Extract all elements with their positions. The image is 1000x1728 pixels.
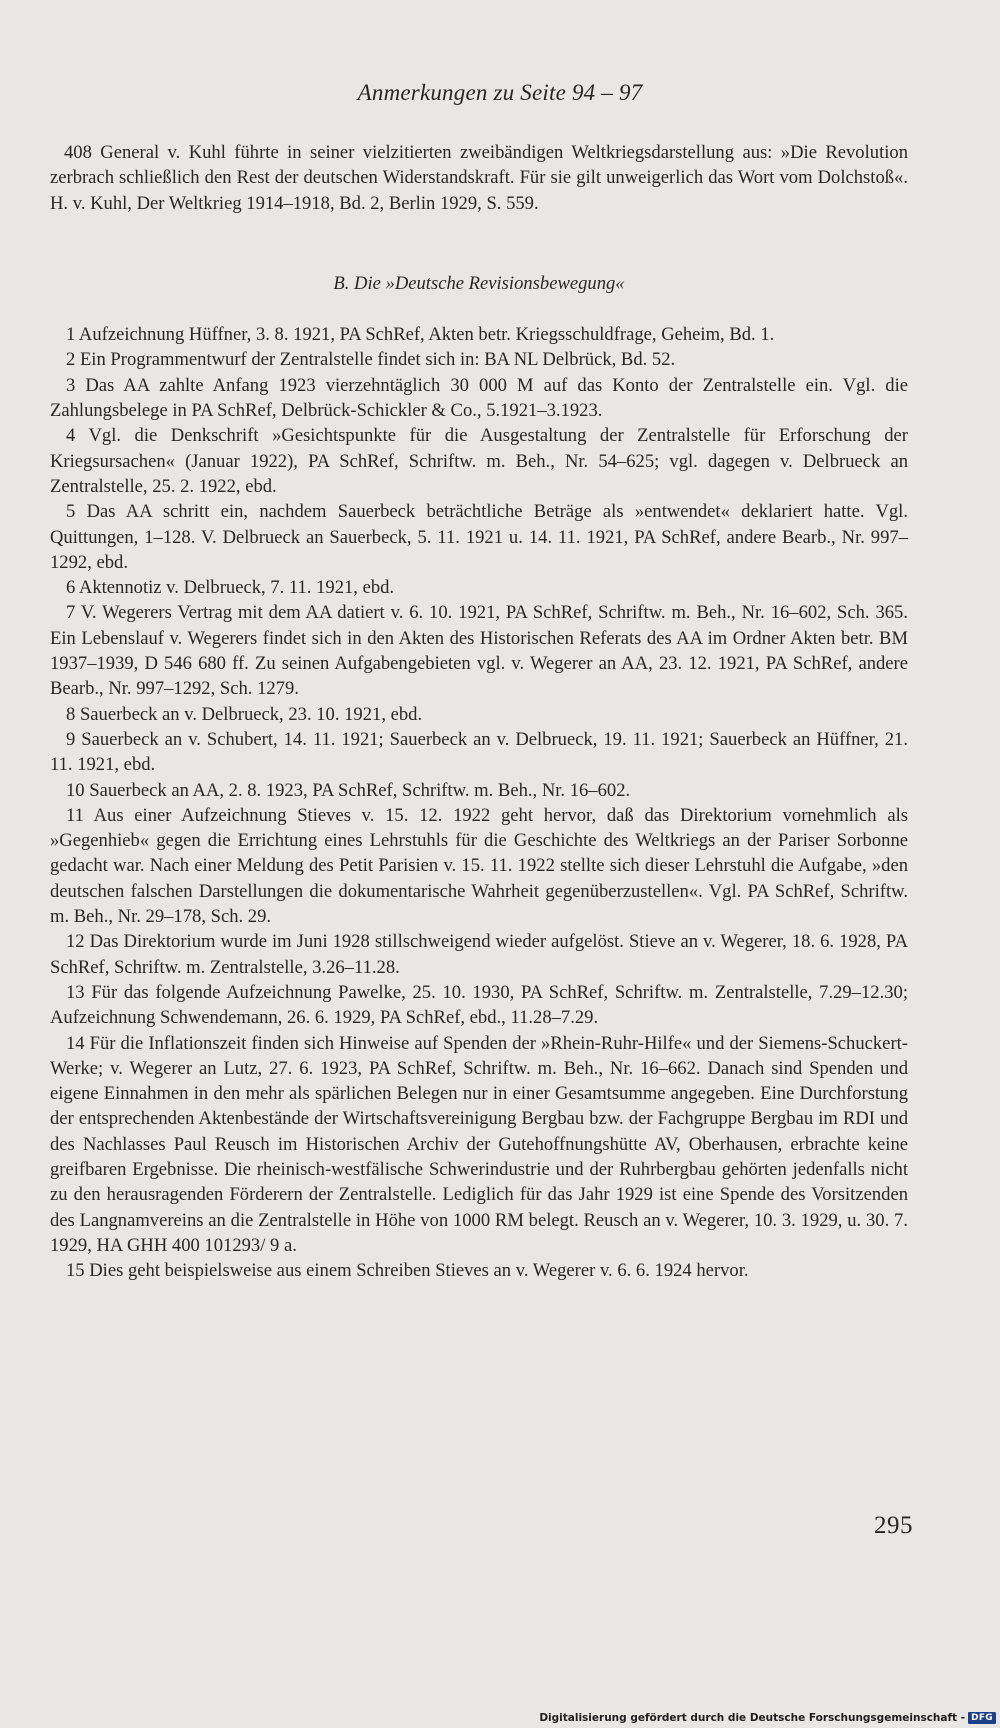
digitization-credit [539, 1712, 996, 1724]
note-12: 12 Das Direktorium wurde im Juni 1928 stillschweigend wieder aufgelöst. Stieve an v. Wegerer, 18. 6. 1928, PA SchRef, Schriftw. m. Zentralstelle, 3.26–11.28. [50, 931, 908, 978]
running-title: Anmerkungen zu Seite 94 – 97 [357, 80, 643, 105]
page-number: 295 [874, 1512, 913, 1539]
note-11: 11 Aus einer Aufzeichnung Stieves v. 15. 12. 1922 geht hervor, daß das Direktorium vornehmlich als »Gegenhieb« gegen die Errichtung eines Lehrstuhls für die Geschichte des Weltkriegs an der Pariser Sorbonne gedacht war. Nach einer Meldung des Petit Parisien v. 15. 11. 1922 stellte sich dieser Lehrstuhl die Aufgabe, »den deutschen falschen Darstellungen die dokumentarische Wahrheit gegenüberzustellen«. Vgl. PA SchRef, Schriftw. m. Beh., Nr. 29–178, Sch. 29. [50, 804, 908, 928]
note-15: 15 Dies geht beispielsweise aus einem Schreiben Stieves an v. Wegerer v. 6. 6. 1924 hervor. [66, 1260, 749, 1282]
note-2: 2 Ein Programmentwurf der Zentralstelle findet sich in: BA NL Delbrück, Bd. 52. [66, 349, 676, 371]
notes-text-block [50, 140, 908, 1283]
note-3: 3 Das AA zahlte Anfang 1923 vierzehntäglich 30 000 M auf das Konto der Zentralstelle ein. Vgl. die Zahlungsbelege in PA SchRef, Delbrück-Schickler & Co., 5.1921–3.1923. [50, 374, 908, 422]
section-heading: B. Die »Deutsche Revisionsbewegung« [333, 272, 625, 294]
note-14: 14 Für die Inflationszeit finden sich Hinweise auf Spenden der »Rhein-Ruhr-Hilfe« und der Siemens-Schuckert-Werke; v. Wegerer an Lutz, 27. 6. 1923, PA SchRef, Schriftw. m. Beh., Nr. 16–662. Danach sind Spenden und eigene Einnahmen in den mehr als spärlichen Belegen nur in einer Gesamtsumme angegeben. Eine Durchforstung der entsprechenden Aktenbestände der Wirtschaftsvereinigung Bergbau bzw. der Fachgruppe Bergbau im RDI und des Nachlasses Paul Reusch im Historischen Archiv der Gutehoffnungshütte AV, Oberhausen, erbrachte keine greifbaren Ergebnisse. Die rheinisch-westfälische Schwerindustrie und der Ruhrbergbau gehörten jedenfalls nicht zu den herausragenden Förderern der Zentralstelle. Lediglich für das Jahr 1929 ist eine Spende des Vorsitzenden des Langnamvereins an die Zentralstelle in Höhe von 1000 RM belegt. Reusch an v. Wegerer, 10. 3. 1929, u. 30. 7. 1929, HA GHH 400 101293/ 9 a. [50, 1032, 908, 1256]
note-4: 4 Vgl. die Denkschrift »Gesichtspunkte für die Ausgestaltung der Zentralstelle für Erforschung der Kriegsursachen« (Januar 1922), PA SchRef, Schriftw. m. Beh., Nr. 54–625; vgl. dagegen v. Delbrueck an Zentralstelle, 25. 2. 1922, ebd. [50, 425, 908, 497]
note-6: 6 Aktennotiz v. Delbrueck, 7. 11. 1921, ebd. [66, 577, 395, 599]
note-5: 5 Das AA schritt ein, nachdem Sauerbeck beträchtliche Beträge als »entwendet« deklariert hatte. Vgl. Quittungen, 1–128. V. Delbrueck an Sauerbeck, 5. 11. 1921 u. 14. 11. 1921, PA SchRef, andere Bearb., Nr. 997–1292, ebd. [50, 501, 908, 573]
note-10: 10 Sauerbeck an AA, 2. 8. 1923, PA SchRef, Schriftw. m. Beh., Nr. 16–602. [66, 779, 631, 801]
note-9: 9 Sauerbeck an v. Schubert, 14. 11. 1921; Sauerbeck an v. Delbrueck, 19. 11. 1921; Sauerbeck an Hüffner, 21. 11. 1921, ebd. [50, 728, 908, 776]
note-8: 8 Sauerbeck an v. Delbrueck, 23. 10. 1921, ebd. [66, 703, 423, 725]
note-408: 408 General v. Kuhl führte in seiner vielzitierten zweibändigen Weltkriegsdarstellung aus: »Die Revolution zerbrach schließlich den Rest der deutschen Widerstandskraft. Für sie gilt unweigerlich das Wort vom Dolchstoß«. H. v. Kuhl, Der Weltkrieg 1914–1918, Bd. 2, Berlin 1929, S. 559. [50, 142, 908, 214]
note-13: 13 Für das folgende Aufzeichnung Pawelke, 25. 10. 1930, PA SchRef, Schriftw. m. Zentralstelle, 7.29–12.30; Aufzeichnung Schwendemann, 26. 6. 1929, PA SchRef, ebd., 11.28–7.29. [50, 981, 908, 1029]
digitization-credit-text: Digitalisierung gefördert durch die Deutsche Forschungsgemeinschaft - [539, 1712, 966, 1724]
dfg-logo-icon: DFG [968, 1712, 996, 1724]
note-1: 1 Aufzeichnung Hüffner, 3. 8. 1921, PA SchRef, Akten betr. Kriegsschuldfrage, Geheim, Bd. 1. [66, 324, 775, 346]
note-7: 7 V. Wegerers Vertrag mit dem AA datiert v. 6. 10. 1921, PA SchRef, Schriftw. m. Beh., Nr. 16–602, Sch. 365. Ein Lebenslauf v. Wegerers findet sich in den Akten des Historischen Referats des AA im Ordner Akten betr. BM 1937–1939, D 546 680 ff. Zu seinen Aufgabengebieten vgl. v. Wegerer an AA, 23. 12. 1921, PA SchRef, andere Bearb., Nr. 997–1292, Sch. 1279. [50, 602, 908, 700]
